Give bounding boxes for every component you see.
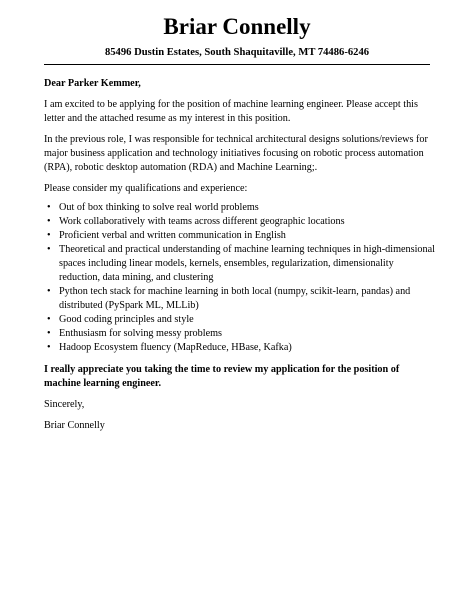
intro-paragraph: I am excited to be applying for the position of machine learning engineer. Please accept this letter and the attached resume as my interest in this position. <box>44 99 418 124</box>
qualifications-intro: Please consider my qualifications and experience: <box>44 183 248 194</box>
qualification-item: • Good coding principles and style <box>44 313 436 327</box>
applicant-name: Briar Connelly <box>163 14 311 39</box>
qualification-item: • Proficient verbal and written communication in English <box>44 229 436 243</box>
header-divider <box>44 64 430 65</box>
qualifications-list <box>44 201 436 355</box>
qualification-item: • Theoretical and practical understanding of machine learning techniques in high-dimensional spaces including linear models, kernels, ensembles, regularization, dimensionality reduction, data mining, and clustering <box>44 243 436 285</box>
experience-paragraph: In the previous role, I was responsible for technical architectural designs solutions/reviews for major business application and technology initiatives focusing on robotic process automation (RPA), robotic desktop automation (RDA) and Machine Learning;. <box>44 134 428 173</box>
signature-name: Briar Connelly <box>44 420 105 431</box>
greeting: Dear Parker Kemmer, <box>44 78 141 89</box>
closing-statement: I really appreciate you taking the time to review my application for the position of machine learning engineer. <box>44 364 400 389</box>
applicant-address: 85496 Dustin Estates, South Shaquitaville, MT 74486-6246 <box>104 47 370 58</box>
signoff: Sincerely, <box>44 399 85 410</box>
qualification-item: • Work collaboratively with teams across different geographic locations <box>44 215 436 229</box>
letter-body <box>44 77 436 440</box>
qualification-item: • Out of box thinking to solve real world problems <box>44 201 436 215</box>
qualification-item: • Enthusiasm for solving messy problems <box>44 327 436 341</box>
qualification-item: • Python tech stack for machine learning in both local (numpy, scikit-learn, pandas) and distributed (PySpark ML, MLLib) <box>44 285 436 313</box>
qualification-item: • Hadoop Ecosystem fluency (MapReduce, HBase, Kafka) <box>44 341 436 355</box>
